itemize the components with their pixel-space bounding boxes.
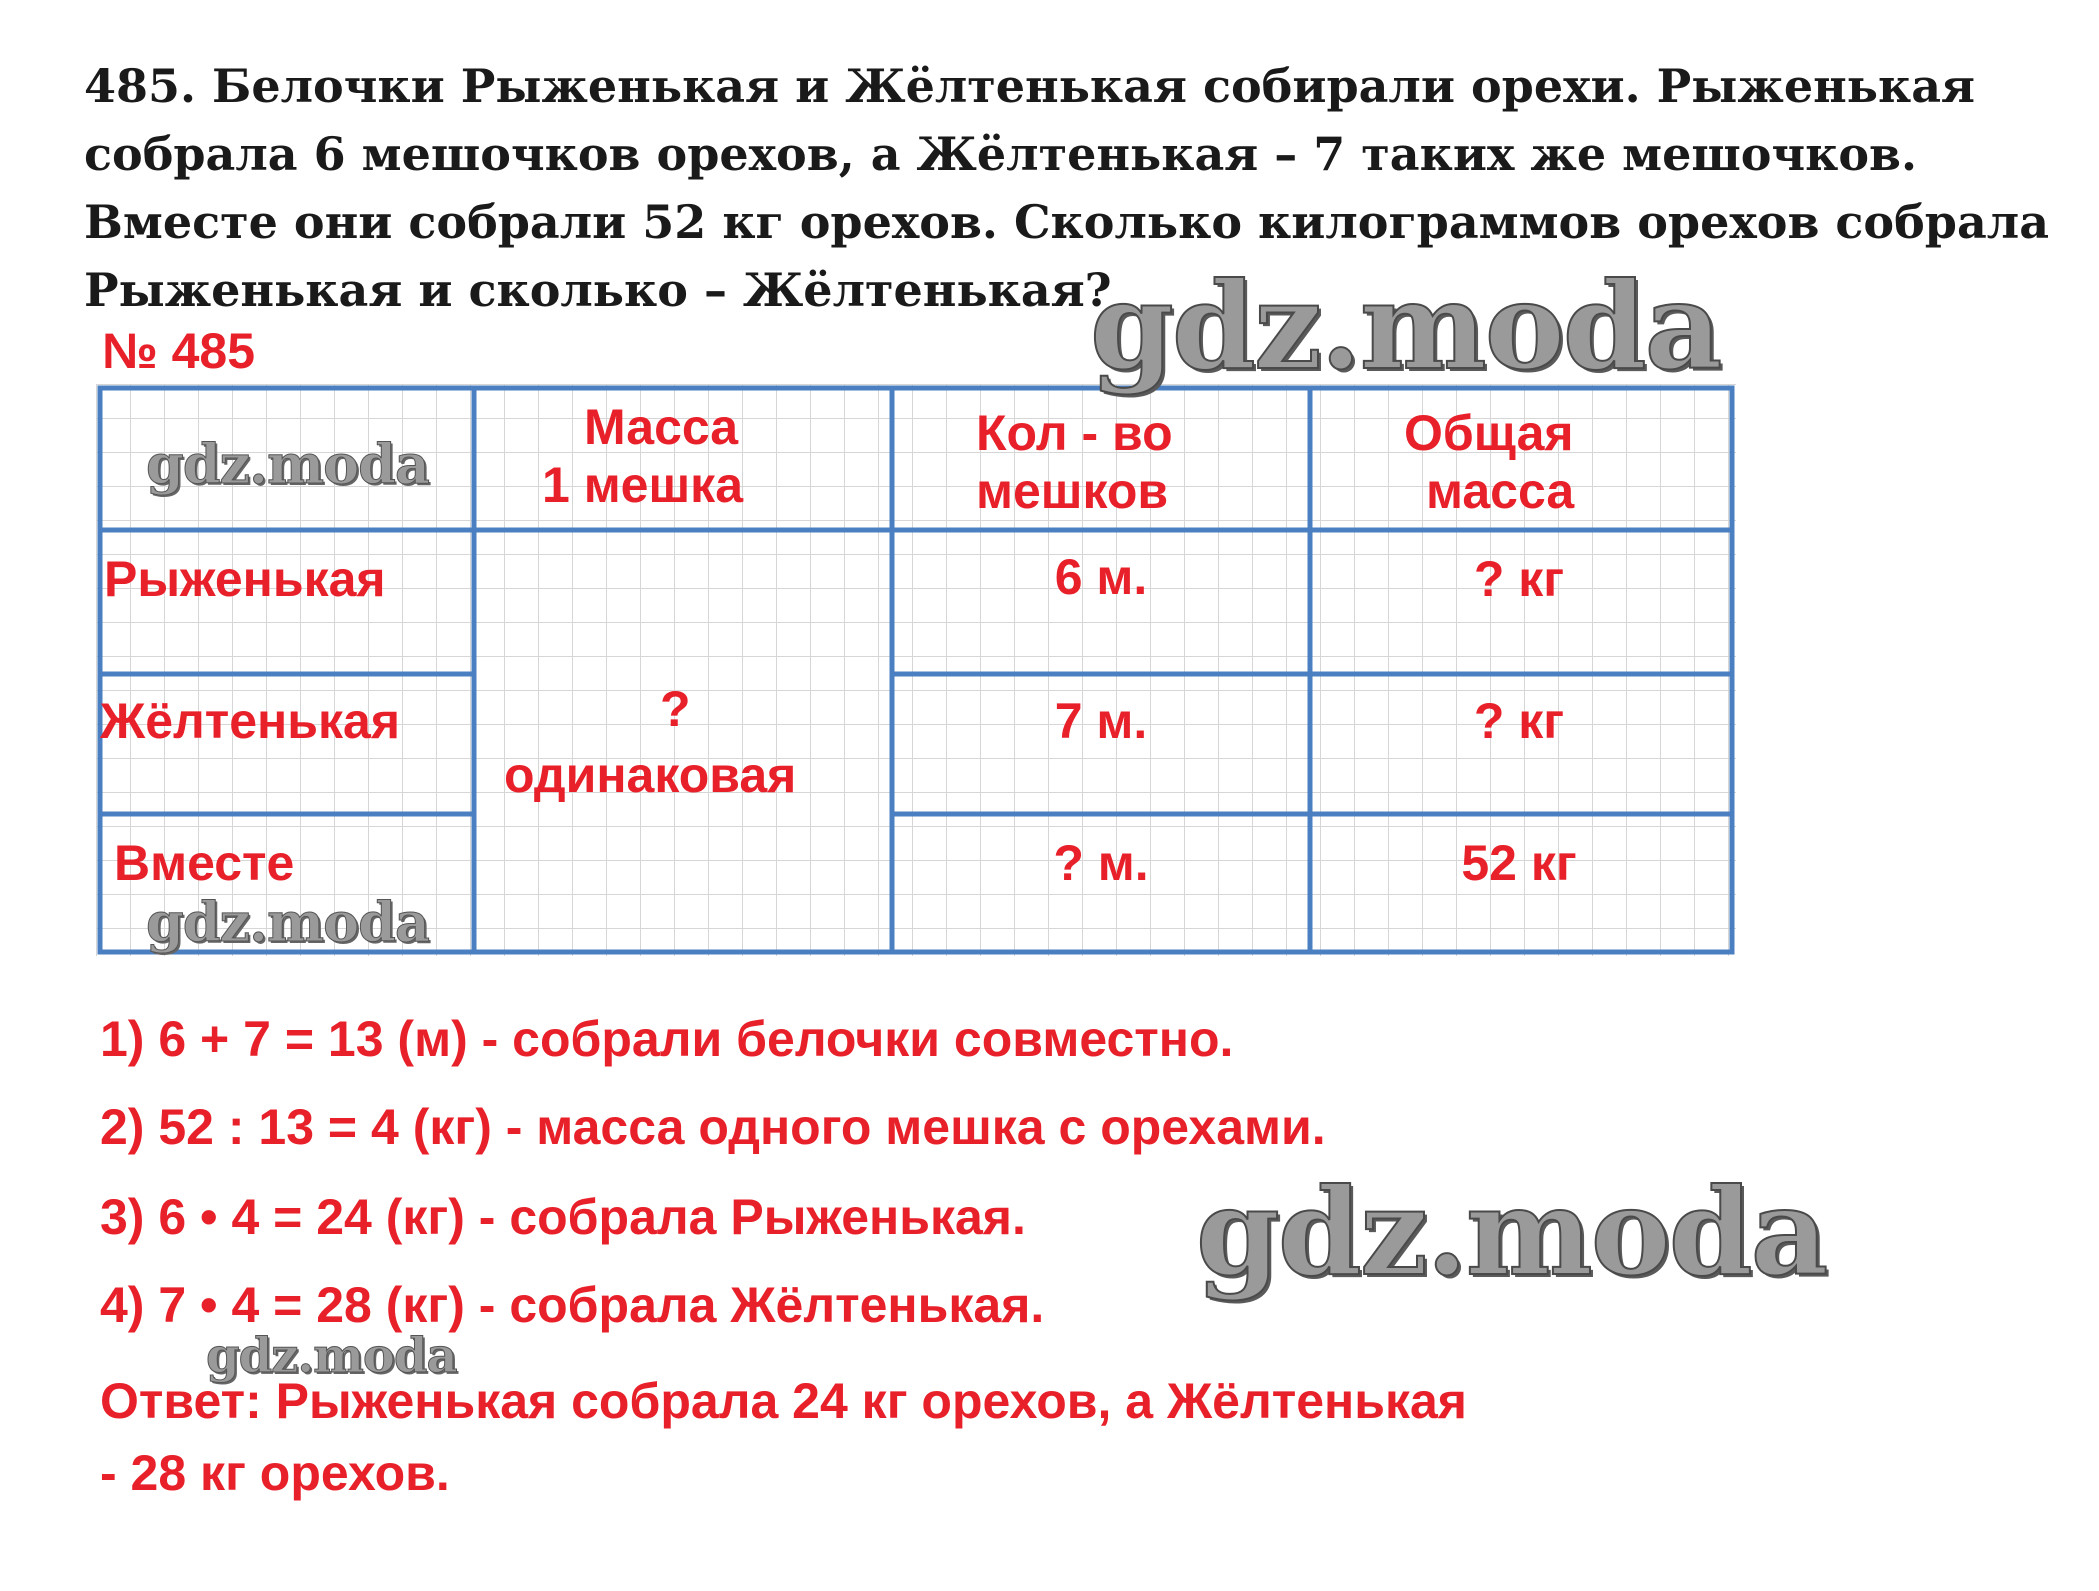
header-total-line2: масса — [1426, 463, 1575, 519]
answer-line: - 28 кг орехов. — [100, 1445, 450, 1501]
row-label-vmeste: Вместе — [114, 835, 295, 891]
watermark: gdz.moda — [1090, 256, 1721, 397]
header-total — [1310, 404, 1728, 520]
header-count — [892, 404, 1310, 520]
row-label-zheltenkaya: Жёлтенькая — [100, 693, 400, 749]
mass-merged-cell — [474, 680, 892, 804]
solution-step: 3) 6 • 4 = 24 (кг) - собрала Рыженькая. — [100, 1189, 1026, 1245]
watermark: gdz.moda — [146, 432, 429, 496]
problem-line: Рыженькая и сколько – Жёлтенькая? — [84, 263, 1112, 317]
header-mass — [474, 398, 892, 514]
row-label-ryzhenkaya: Рыженькая — [104, 551, 386, 607]
mass-same-label: одинаковая — [504, 747, 797, 803]
total-cell: ? кг — [1473, 551, 1565, 607]
solution-step: 2) 52 : 13 = 4 (кг) - масса одного мешка с орехами. — [100, 1099, 1326, 1155]
header-count-line1: Кол - во — [976, 405, 1173, 461]
solution-step: 1) 6 + 7 = 13 (м) - собрали белочки совместно. — [100, 1011, 1234, 1067]
problem-line: собрала 6 мешочков орехов, а Жёлтенькая – 7 таких же мешочков. — [84, 127, 1918, 181]
count-cell: 6 м. — [1054, 549, 1148, 605]
header-mass-line2: 1 мешка — [542, 457, 744, 513]
header-total-line1: Общая — [1404, 405, 1574, 461]
task-number: № 485 — [102, 323, 256, 379]
answer-line: Ответ: Рыженькая собрала 24 кг орехов, а Жёлтенькая — [100, 1373, 1467, 1429]
count-cell: 7 м. — [1054, 693, 1148, 749]
watermark: gdz.moda — [146, 890, 429, 954]
mass-question: ? — [660, 681, 691, 737]
problem-line: 485. Белочки Рыженькая и Жёлтенькая собирали орехи. Рыженькая — [84, 59, 1975, 113]
header-mass-line1: Масса — [584, 399, 739, 455]
watermark: gdz.moda — [206, 1328, 457, 1384]
watermark: gdz.moda — [1196, 1162, 1827, 1303]
count-cell: ? м. — [1053, 835, 1149, 891]
total-cell: ? кг — [1473, 693, 1565, 749]
problem-text — [84, 52, 2049, 324]
problem-line: Вместе они собрали 52 кг орехов. Сколько килограммов орехов собрала — [84, 195, 2049, 249]
header-count-line2: мешков — [976, 463, 1169, 519]
total-cell: 52 кг — [1461, 835, 1577, 891]
solution-step: 4) 7 • 4 = 28 (кг) - собрала Жёлтенькая. — [100, 1277, 1045, 1333]
